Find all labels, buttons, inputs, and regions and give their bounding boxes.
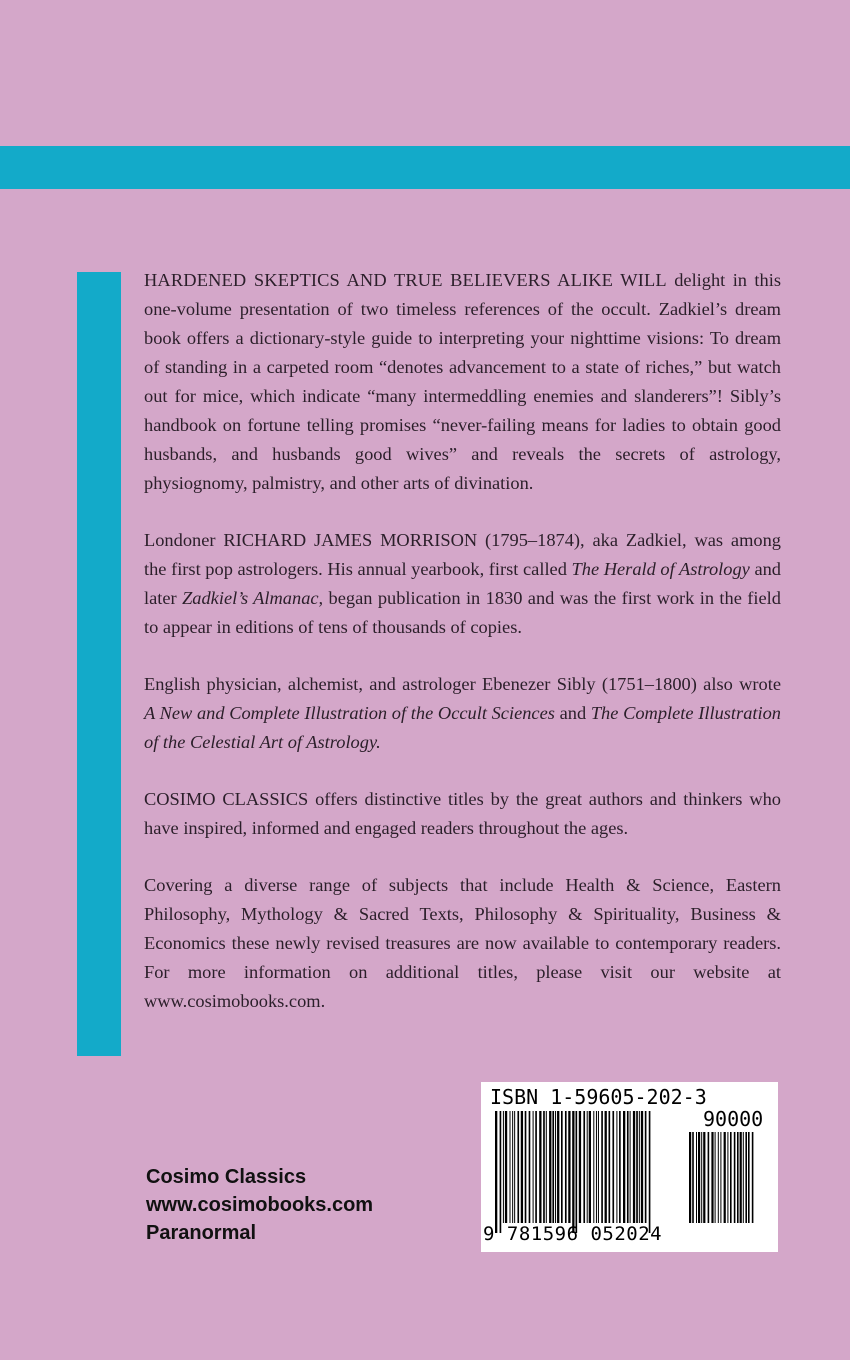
- price-code: 90000: [703, 1107, 764, 1131]
- book-title: Zadkiel’s Almanac,: [182, 588, 324, 608]
- lead-caps: HARDENED SKEPTICS AND TRUE BELIEVERS ALIKE WILL: [144, 270, 667, 290]
- imprint-block: [146, 1163, 373, 1247]
- publisher-website: www.cosimobooks.com: [146, 1194, 374, 1216]
- ean-barcode: [495, 1111, 681, 1233]
- side-accent-bar: [77, 272, 121, 1056]
- publisher-subjects: Covering a diverse range of subjects that include Health & Science, Eastern Philosophy, Mythology & Sacred Texts, Philosophy & Spirituality, Business & Economics these newly revised treasures are now available to contemporary readers. For more information on additional titles, please visit our website at www.cosimobooks.com.: [144, 875, 781, 1011]
- ean-digits: 9 781596 052024: [483, 1223, 663, 1245]
- author-bio-morrison: Londoner RICHARD JAMES MORRISON (1795–1874), aka Zadkiel, was among the first pop astrologers. His annual yearbook, first called The Herald of Astrology and later Zadkiel’s Almanac, began publication in 1830 and was the first work in the field to appear in editions of tens of thousands of copies.: [144, 530, 782, 637]
- description-paragraph: [144, 266, 781, 498]
- book-title: The Complete Illustration of the Celestial Art of Astrology.: [144, 703, 782, 752]
- back-cover-copy: [144, 266, 781, 1016]
- description-text: delight in this one-volume presentation of two timeless references of the occult. Zadkiel’s dream book offers a dictionary-style guide to interpreting your nighttime visions: To dream of standing in a carpeted room “denotes advancement to a state of riches,” but watch out for mice, which indicate “many intermeddling enemies and slanderers”! Sibly’s handbook on fortune telling promises “never-failing means for ladies to obtain good husbands, and husbands good wives” and reveals the secrets of astrology, physiognomy, palmistry, and other arts of divination.: [144, 270, 781, 493]
- isbn-label: ISBN 1-59605-202-3: [490, 1085, 707, 1109]
- top-accent-stripe: [0, 146, 850, 189]
- addon-barcode: [689, 1132, 767, 1233]
- book-category: Paranormal: [146, 1222, 257, 1244]
- book-title: The Herald of Astrology: [571, 559, 750, 579]
- author-bio-sibly: English physician, alchemist, and astrologer Ebenezer Sibly (1751–1800) also wrote A New and Complete Illustration of the Occult Sciences and The Complete Illustration of the Celestial Art of Astrology.: [144, 674, 782, 752]
- book-title: A New and Complete Illustration of the Occult Sciences: [144, 703, 555, 723]
- publisher-blurb: COSIMO CLASSICS offers distinctive titles by the great authors and thinkers who have inspired, informed and engaged readers throughout the ages.: [144, 789, 781, 838]
- barcode-box: [481, 1082, 778, 1252]
- publisher-name: Cosimo Classics: [146, 1166, 307, 1188]
